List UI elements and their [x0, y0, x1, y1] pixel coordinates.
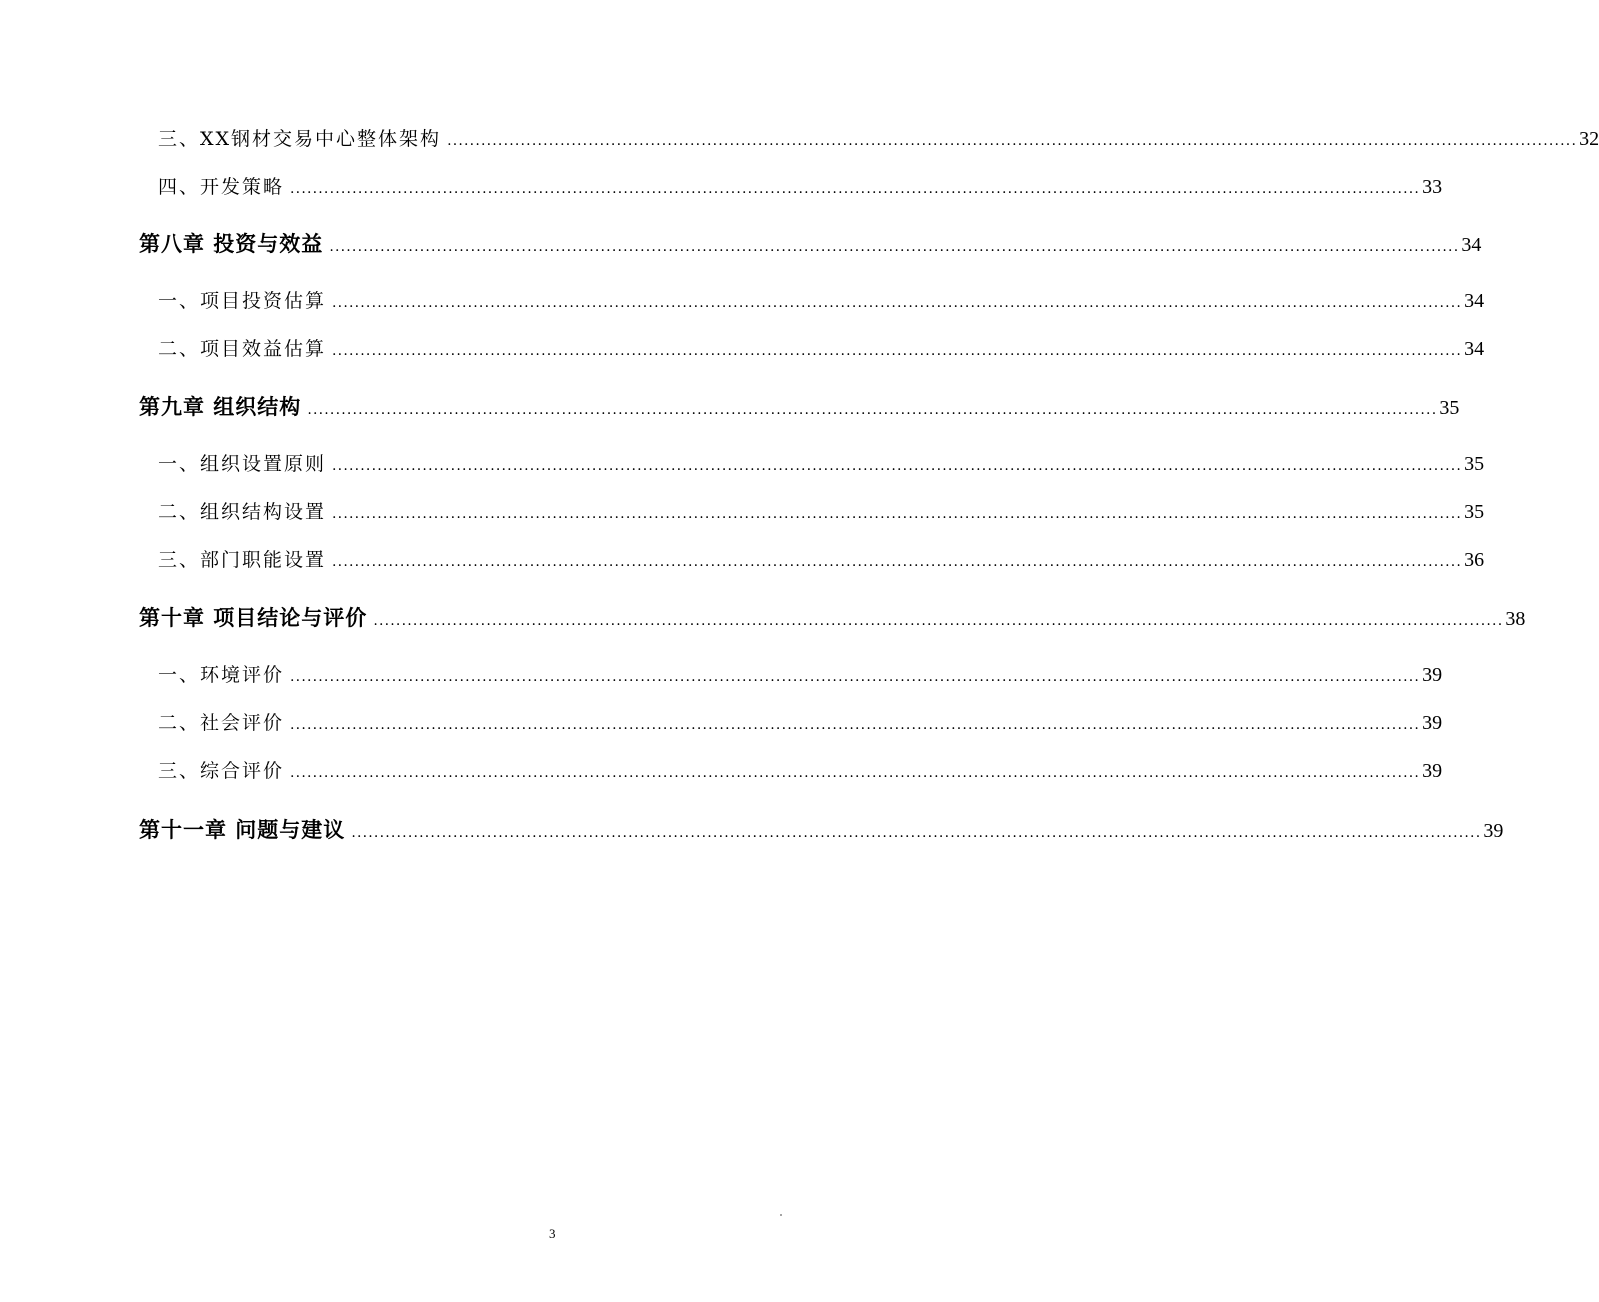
dot-leader: ........................................................................................................................................................................................................ — [329, 239, 1460, 255]
toc-chapter-entry[interactable] — [139, 391, 1460, 421]
toc-entry-title: 二、项目效益估算 — [158, 338, 327, 360]
dot-leader: ........................................................................................................................................................................................................ — [290, 669, 1421, 685]
dot-leader: ........................................................................................................................................................................................................ — [373, 613, 1504, 629]
toc-entry[interactable] — [158, 756, 1443, 783]
toc-entry[interactable] — [158, 545, 1485, 572]
dot-leader: ........................................................................................................................................................................................................ — [332, 506, 1463, 522]
toc-entry-title: 第十一章 问题与建议 — [139, 818, 346, 842]
toc-entry-title: 一、环境评价 — [158, 664, 285, 686]
dot-leader: ........................................................................................................................................................................................................ — [307, 402, 1438, 418]
toc-entry[interactable] — [158, 286, 1485, 313]
toc-entry[interactable] — [158, 497, 1485, 524]
toc-entry-page: 34 — [1464, 338, 1485, 360]
toc-entry-page: 34 — [1461, 234, 1482, 256]
dot-leader: ........................................................................................................................................................................................................ — [290, 717, 1421, 733]
toc-entry-page: 35 — [1464, 453, 1485, 475]
toc-entry-title: 第十章 项目结论与评价 — [139, 606, 368, 630]
page-number: 3 — [549, 1226, 556, 1241]
dot-leader: ........................................................................................................................................................................................................ — [351, 825, 1482, 841]
toc-chapter-entry[interactable] — [139, 228, 1482, 258]
toc-entry-page: 35 — [1439, 397, 1460, 419]
toc-entry-title: 第九章 组织结构 — [139, 395, 302, 419]
dot-leader: ........................................................................................................................................................................................................ — [332, 554, 1463, 570]
toc-entry-title: 一、项目投资估算 — [158, 290, 327, 312]
scan-mark — [780, 1214, 782, 1216]
toc-entry-page: 34 — [1464, 290, 1485, 312]
toc-entry-title: 四、开发策略 — [158, 176, 285, 198]
toc-entry-title: 二、组织结构设置 — [158, 501, 327, 523]
toc-entry[interactable] — [158, 708, 1443, 735]
toc-chapter-entry[interactable] — [139, 814, 1504, 844]
dot-leader: ........................................................................................................................................................................................................ — [332, 295, 1463, 311]
toc-entry-page: 39 — [1422, 712, 1443, 734]
toc-entry-page: 39 — [1483, 820, 1504, 842]
dot-leader: ........................................................................................................................................................................................................ — [332, 458, 1463, 474]
toc-entry-page: 39 — [1422, 664, 1443, 686]
toc-entry-title: 第八章 投资与效益 — [139, 232, 324, 256]
toc-entry-page: 35 — [1464, 501, 1485, 523]
dot-leader: ........................................................................................................................................................................................................ — [290, 181, 1421, 197]
toc-entry-title: 三、XX钢材交易中心整体架构 — [158, 128, 442, 150]
toc-entry-page: 36 — [1464, 549, 1485, 571]
dot-leader: ........................................................................................................................................................................................................ — [447, 133, 1578, 149]
toc-entry-title: 三、综合评价 — [158, 760, 285, 782]
toc-entry-title: 一、组织设置原则 — [158, 453, 327, 475]
toc-entry-title: 二、社会评价 — [158, 712, 285, 734]
toc-entry-page: 38 — [1505, 608, 1526, 630]
toc-entry-title: 三、部门职能设置 — [158, 549, 327, 571]
toc-entry-page: 33 — [1422, 176, 1443, 198]
toc-entry-page: 32 — [1579, 128, 1599, 150]
dot-leader: ........................................................................................................................................................................................................ — [290, 765, 1421, 781]
dot-leader: ........................................................................................................................................................................................................ — [332, 343, 1463, 359]
toc-entry[interactable] — [158, 660, 1443, 687]
toc-entry[interactable] — [158, 172, 1443, 199]
toc-entry[interactable] — [158, 449, 1485, 476]
toc-entry-page: 39 — [1422, 760, 1443, 782]
toc-entry[interactable] — [158, 334, 1485, 361]
toc-chapter-entry[interactable] — [139, 602, 1526, 632]
toc-entry[interactable] — [158, 124, 1599, 151]
